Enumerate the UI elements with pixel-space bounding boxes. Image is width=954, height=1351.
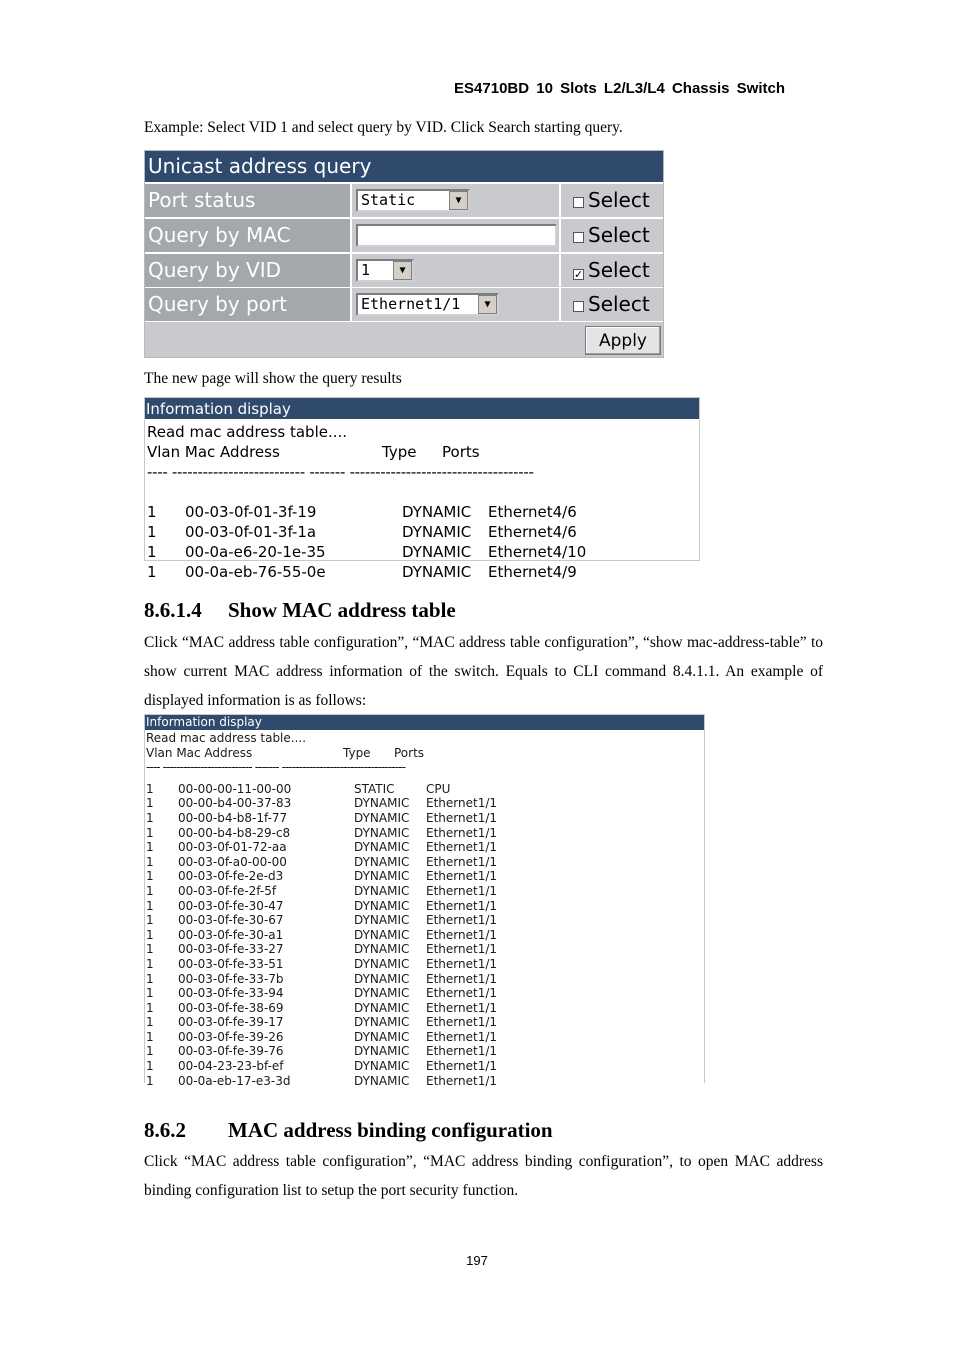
select-query-port-checkbox[interactable] — [561, 288, 663, 321]
cell-vlan: 1 — [146, 1000, 154, 1015]
table-row — [145, 562, 699, 582]
cell-port: Ethernet1/1 — [426, 1073, 498, 1088]
cell-port: Ethernet1/1 — [426, 854, 498, 869]
apply-button[interactable]: Apply — [585, 326, 661, 355]
port-select[interactable] — [356, 293, 499, 316]
cell-vlan: 1 — [146, 854, 154, 869]
cell-mac: 00-03-0f-fe-33-51 — [178, 956, 284, 971]
cell-mac: 00-00-00-11-00-00 — [178, 781, 292, 796]
cell-mac: 00-04-23-23-bf-ef — [178, 1059, 284, 1074]
checkbox-label: Select — [588, 223, 650, 247]
cell-type: DYNAMIC — [354, 971, 410, 986]
cell-vlan: 1 — [146, 1029, 154, 1044]
cell-type: DYNAMIC — [354, 869, 410, 884]
chevron-down-icon[interactable]: ▼ — [449, 191, 468, 210]
table-row — [145, 855, 704, 870]
cell-port: Ethernet1/1 — [426, 942, 498, 957]
cell-port: Ethernet1/1 — [426, 825, 498, 840]
table-row — [145, 913, 704, 928]
table-row — [145, 942, 704, 957]
cell-type: DYNAMIC — [354, 1059, 410, 1074]
cell-vlan: 1 — [146, 869, 154, 884]
select-port-status-checkbox[interactable] — [561, 184, 663, 217]
cell-type: DYNAMIC — [402, 503, 472, 521]
section2-paragraph: Click “MAC address table configuration”, “MAC address binding configuration”, to open MAC address binding configuration list to setup the port security function. — [144, 1153, 823, 1199]
cell-mac: 00-03-0f-fe-38-69 — [178, 1000, 284, 1015]
checkbox-icon[interactable] — [573, 301, 584, 312]
cell-port: Ethernet1/1 — [426, 898, 498, 913]
cell-port: Ethernet1/1 — [426, 1059, 498, 1074]
cell-vlan: 1 — [146, 810, 154, 825]
cell-port: Ethernet1/1 — [426, 913, 498, 928]
col-ports: Ports — [442, 443, 480, 461]
info-separator: ---- -------------------------- ------- ------------------------------------ — [146, 760, 406, 775]
table-row — [145, 1015, 704, 1030]
cell-port: Ethernet4/6 — [488, 523, 577, 541]
row-query-mac — [145, 219, 663, 252]
cell-port: Ethernet1/1 — [426, 971, 498, 986]
cell-port: Ethernet4/6 — [488, 503, 577, 521]
cell-type: STATIC — [354, 781, 395, 796]
cell-type: DYNAMIC — [354, 1000, 410, 1015]
cell-mac: 00-03-0f-fe-33-27 — [178, 942, 284, 957]
select-value: 1 — [361, 261, 371, 279]
cell-mac: 00-03-0f-fe-33-7b — [178, 971, 284, 986]
cell-type: DYNAMIC — [354, 956, 410, 971]
col-vlan-mac: Vlan Mac Address — [147, 443, 280, 461]
cell-vlan: 1 — [146, 825, 154, 840]
checkbox-icon[interactable] — [573, 232, 584, 243]
select-query-vid-checkbox[interactable] — [561, 254, 663, 287]
info-title: Information display — [145, 398, 699, 419]
form-title: Unicast address query — [145, 151, 663, 182]
row-query-port — [145, 288, 663, 321]
table-row — [145, 869, 704, 884]
cell-mac: 00-00-b4-00-37-83 — [178, 796, 292, 811]
cell-port: Ethernet1/1 — [426, 840, 498, 855]
table-row — [145, 502, 699, 522]
cell-mac: 00-03-0f-a0-00-00 — [178, 854, 287, 869]
cell-type: DYNAMIC — [354, 1044, 410, 1059]
chevron-down-icon[interactable]: ▼ — [393, 261, 412, 280]
col-ports: Ports — [394, 745, 425, 760]
cell-vlan: 1 — [146, 1073, 154, 1088]
cell-type: DYNAMIC — [354, 840, 410, 855]
cell-mac: 00-03-0f-fe-39-26 — [178, 1029, 284, 1044]
cell-vlan: 1 — [146, 796, 154, 811]
row-query-vid — [145, 254, 663, 287]
cell-vlan: 1 — [146, 840, 154, 855]
cell-port: Ethernet1/1 — [426, 927, 498, 942]
cell-port: Ethernet1/1 — [426, 796, 498, 811]
section-number: 8.6.1.4 — [144, 598, 202, 622]
info-header-row — [145, 442, 699, 462]
cell-mac: 00-0a-e6-20-1e-35 — [185, 543, 326, 561]
cell-port: Ethernet1/1 — [426, 956, 498, 971]
row-label: Query by VID — [145, 254, 350, 287]
cell-port: Ethernet1/1 — [426, 1015, 498, 1030]
table-row — [145, 782, 704, 797]
section-heading-show-mac — [144, 598, 456, 623]
cell-vlan: 1 — [147, 523, 157, 541]
cell-type: DYNAMIC — [402, 543, 472, 561]
cell-mac: 00-03-0f-fe-39-17 — [178, 1015, 284, 1030]
col-vlan-mac: Vlan Mac Address — [146, 745, 253, 760]
cell-mac: 00-03-0f-fe-39-76 — [178, 1044, 284, 1059]
checkbox-label: Select — [588, 292, 650, 316]
cell-type: DYNAMIC — [402, 563, 472, 581]
select-query-mac-checkbox[interactable] — [561, 219, 663, 252]
table-row — [145, 1059, 704, 1074]
cell-mac: 00-03-0f-01-72-aa — [178, 840, 287, 855]
table-row — [145, 1001, 704, 1016]
section1-paragraph: Click “MAC address table configuration”, “MAC address table configuration”, “show mac-address-table” to show current MAC address information of the switch. Equals to CLI command 8.4.1.1. An example of displayed information is as follows: — [144, 634, 823, 709]
cell-mac: 00-03-0f-fe-30-a1 — [178, 927, 284, 942]
section-title: MAC address binding configuration — [228, 1118, 553, 1142]
cell-type: DYNAMIC — [354, 810, 410, 825]
row-label: Query by MAC — [145, 219, 350, 252]
chevron-down-icon[interactable]: ▼ — [478, 295, 497, 314]
cell-mac: 00-03-0f-01-3f-19 — [185, 503, 317, 521]
cell-type: DYNAMIC — [354, 927, 410, 942]
table-row — [145, 986, 704, 1001]
cell-type: DYNAMIC — [354, 898, 410, 913]
cell-vlan: 1 — [147, 563, 157, 581]
cell-vlan: 1 — [146, 956, 154, 971]
select-value: Static — [361, 191, 416, 209]
cell-mac: 00-00-b4-b8-29-c8 — [178, 825, 291, 840]
row-label: Query by port — [145, 288, 350, 321]
checkbox-label: Select — [588, 258, 650, 282]
cell-vlan: 1 — [146, 781, 154, 796]
cell-type: DYNAMIC — [354, 796, 410, 811]
cell-port: Ethernet4/9 — [488, 563, 577, 581]
vid-select[interactable] — [356, 259, 414, 282]
cell-vlan: 1 — [146, 1059, 154, 1074]
info-line: Read mac address table.... — [146, 731, 307, 745]
col-type: Type — [343, 745, 371, 760]
cell-vlan: 1 — [146, 1015, 154, 1030]
cell-vlan: 1 — [146, 883, 154, 898]
cell-vlan: 1 — [146, 942, 154, 957]
cell-mac: 00-03-0f-fe-2f-5f — [178, 883, 277, 898]
form-footer — [145, 322, 663, 357]
table-row — [145, 972, 704, 987]
cell-vlan: 1 — [146, 927, 154, 942]
info-header-row — [145, 746, 704, 761]
cell-type: DYNAMIC — [354, 1029, 410, 1044]
intro-paragraph: Example: Select VID 1 and select query by VID. Click Search starting query. — [144, 119, 623, 136]
info-separator: ---- -------------------------- ------- ------------------------------------ — [147, 463, 534, 481]
cell-mac: 00-00-b4-b8-1f-77 — [178, 810, 288, 825]
cell-type: DYNAMIC — [354, 942, 410, 957]
cell-port: Ethernet1/1 — [426, 810, 498, 825]
table-row — [145, 811, 704, 826]
cell-port: Ethernet1/1 — [426, 869, 498, 884]
cell-type: DYNAMIC — [354, 854, 410, 869]
row-label: Port status — [145, 184, 350, 217]
cell-mac: 00-03-0f-fe-2e-d3 — [178, 869, 284, 884]
cell-port: Ethernet4/10 — [488, 543, 587, 561]
cell-mac: 00-0a-eb-17-e3-3d — [178, 1073, 291, 1088]
cell-mac: 00-03-0f-01-3f-1a — [185, 523, 317, 541]
port-status-select[interactable] — [356, 189, 470, 212]
page-number: 197 — [466, 1253, 488, 1268]
table-row — [145, 1030, 704, 1045]
cell-port: CPU — [426, 781, 451, 796]
unicast-query-form — [144, 150, 664, 358]
cell-type: DYNAMIC — [402, 523, 472, 541]
table-row — [145, 522, 699, 542]
table-row — [145, 542, 699, 562]
result-paragraph: The new page will show the query results — [144, 370, 402, 387]
section-number: 8.6.2 — [144, 1118, 186, 1142]
cell-mac: 00-03-0f-fe-30-47 — [178, 898, 284, 913]
cell-mac: 00-03-0f-fe-33-94 — [178, 986, 284, 1001]
table-row — [145, 1044, 704, 1059]
info-display-query-results — [144, 397, 700, 581]
table-row — [145, 899, 704, 914]
section-title: Show MAC address table — [228, 598, 456, 622]
cell-mac: 00-03-0f-fe-30-67 — [178, 913, 284, 928]
cell-mac: 00-0a-eb-76-55-0e — [185, 563, 326, 581]
cell-vlan: 1 — [146, 913, 154, 928]
checkbox-label: Select — [588, 188, 650, 212]
checkbox-checked-icon[interactable]: ✓ — [574, 268, 584, 281]
cell-vlan: 1 — [146, 971, 154, 986]
info-display-mac-table — [144, 714, 705, 1088]
cell-type: DYNAMIC — [354, 883, 410, 898]
select-value: Ethernet1/1 — [361, 295, 461, 313]
cell-port: Ethernet1/1 — [426, 986, 498, 1001]
row-port-status — [145, 184, 663, 217]
cell-port: Ethernet1/1 — [426, 883, 498, 898]
cell-vlan: 1 — [147, 543, 157, 561]
cell-vlan: 1 — [146, 986, 154, 1001]
table-row — [145, 840, 704, 855]
cell-vlan: 1 — [147, 503, 157, 521]
table-row — [145, 884, 704, 899]
cell-port: Ethernet1/1 — [426, 1029, 498, 1044]
cell-vlan: 1 — [146, 898, 154, 913]
mac-input[interactable] — [356, 224, 557, 247]
cell-port: Ethernet1/1 — [426, 1000, 498, 1015]
checkbox-icon[interactable] — [573, 197, 584, 208]
info-line: Read mac address table.... — [147, 423, 348, 441]
table-row — [145, 1074, 704, 1089]
table-row — [145, 796, 704, 811]
cell-type: DYNAMIC — [354, 825, 410, 840]
page-header: ES4710BD 10 Slots L2/L3/L4 Chassis Switch — [454, 80, 785, 97]
cell-type: DYNAMIC — [354, 986, 410, 1001]
info-title: Information display — [145, 715, 704, 730]
section-heading-mac-binding — [144, 1118, 553, 1143]
cell-port: Ethernet1/1 — [426, 1044, 498, 1059]
table-row — [145, 928, 704, 943]
cell-type: DYNAMIC — [354, 1073, 410, 1088]
table-row — [145, 957, 704, 972]
table-row — [145, 826, 704, 841]
cell-type: DYNAMIC — [354, 1015, 410, 1030]
cell-type: DYNAMIC — [354, 913, 410, 928]
col-type: Type — [382, 443, 417, 461]
cell-vlan: 1 — [146, 1044, 154, 1059]
